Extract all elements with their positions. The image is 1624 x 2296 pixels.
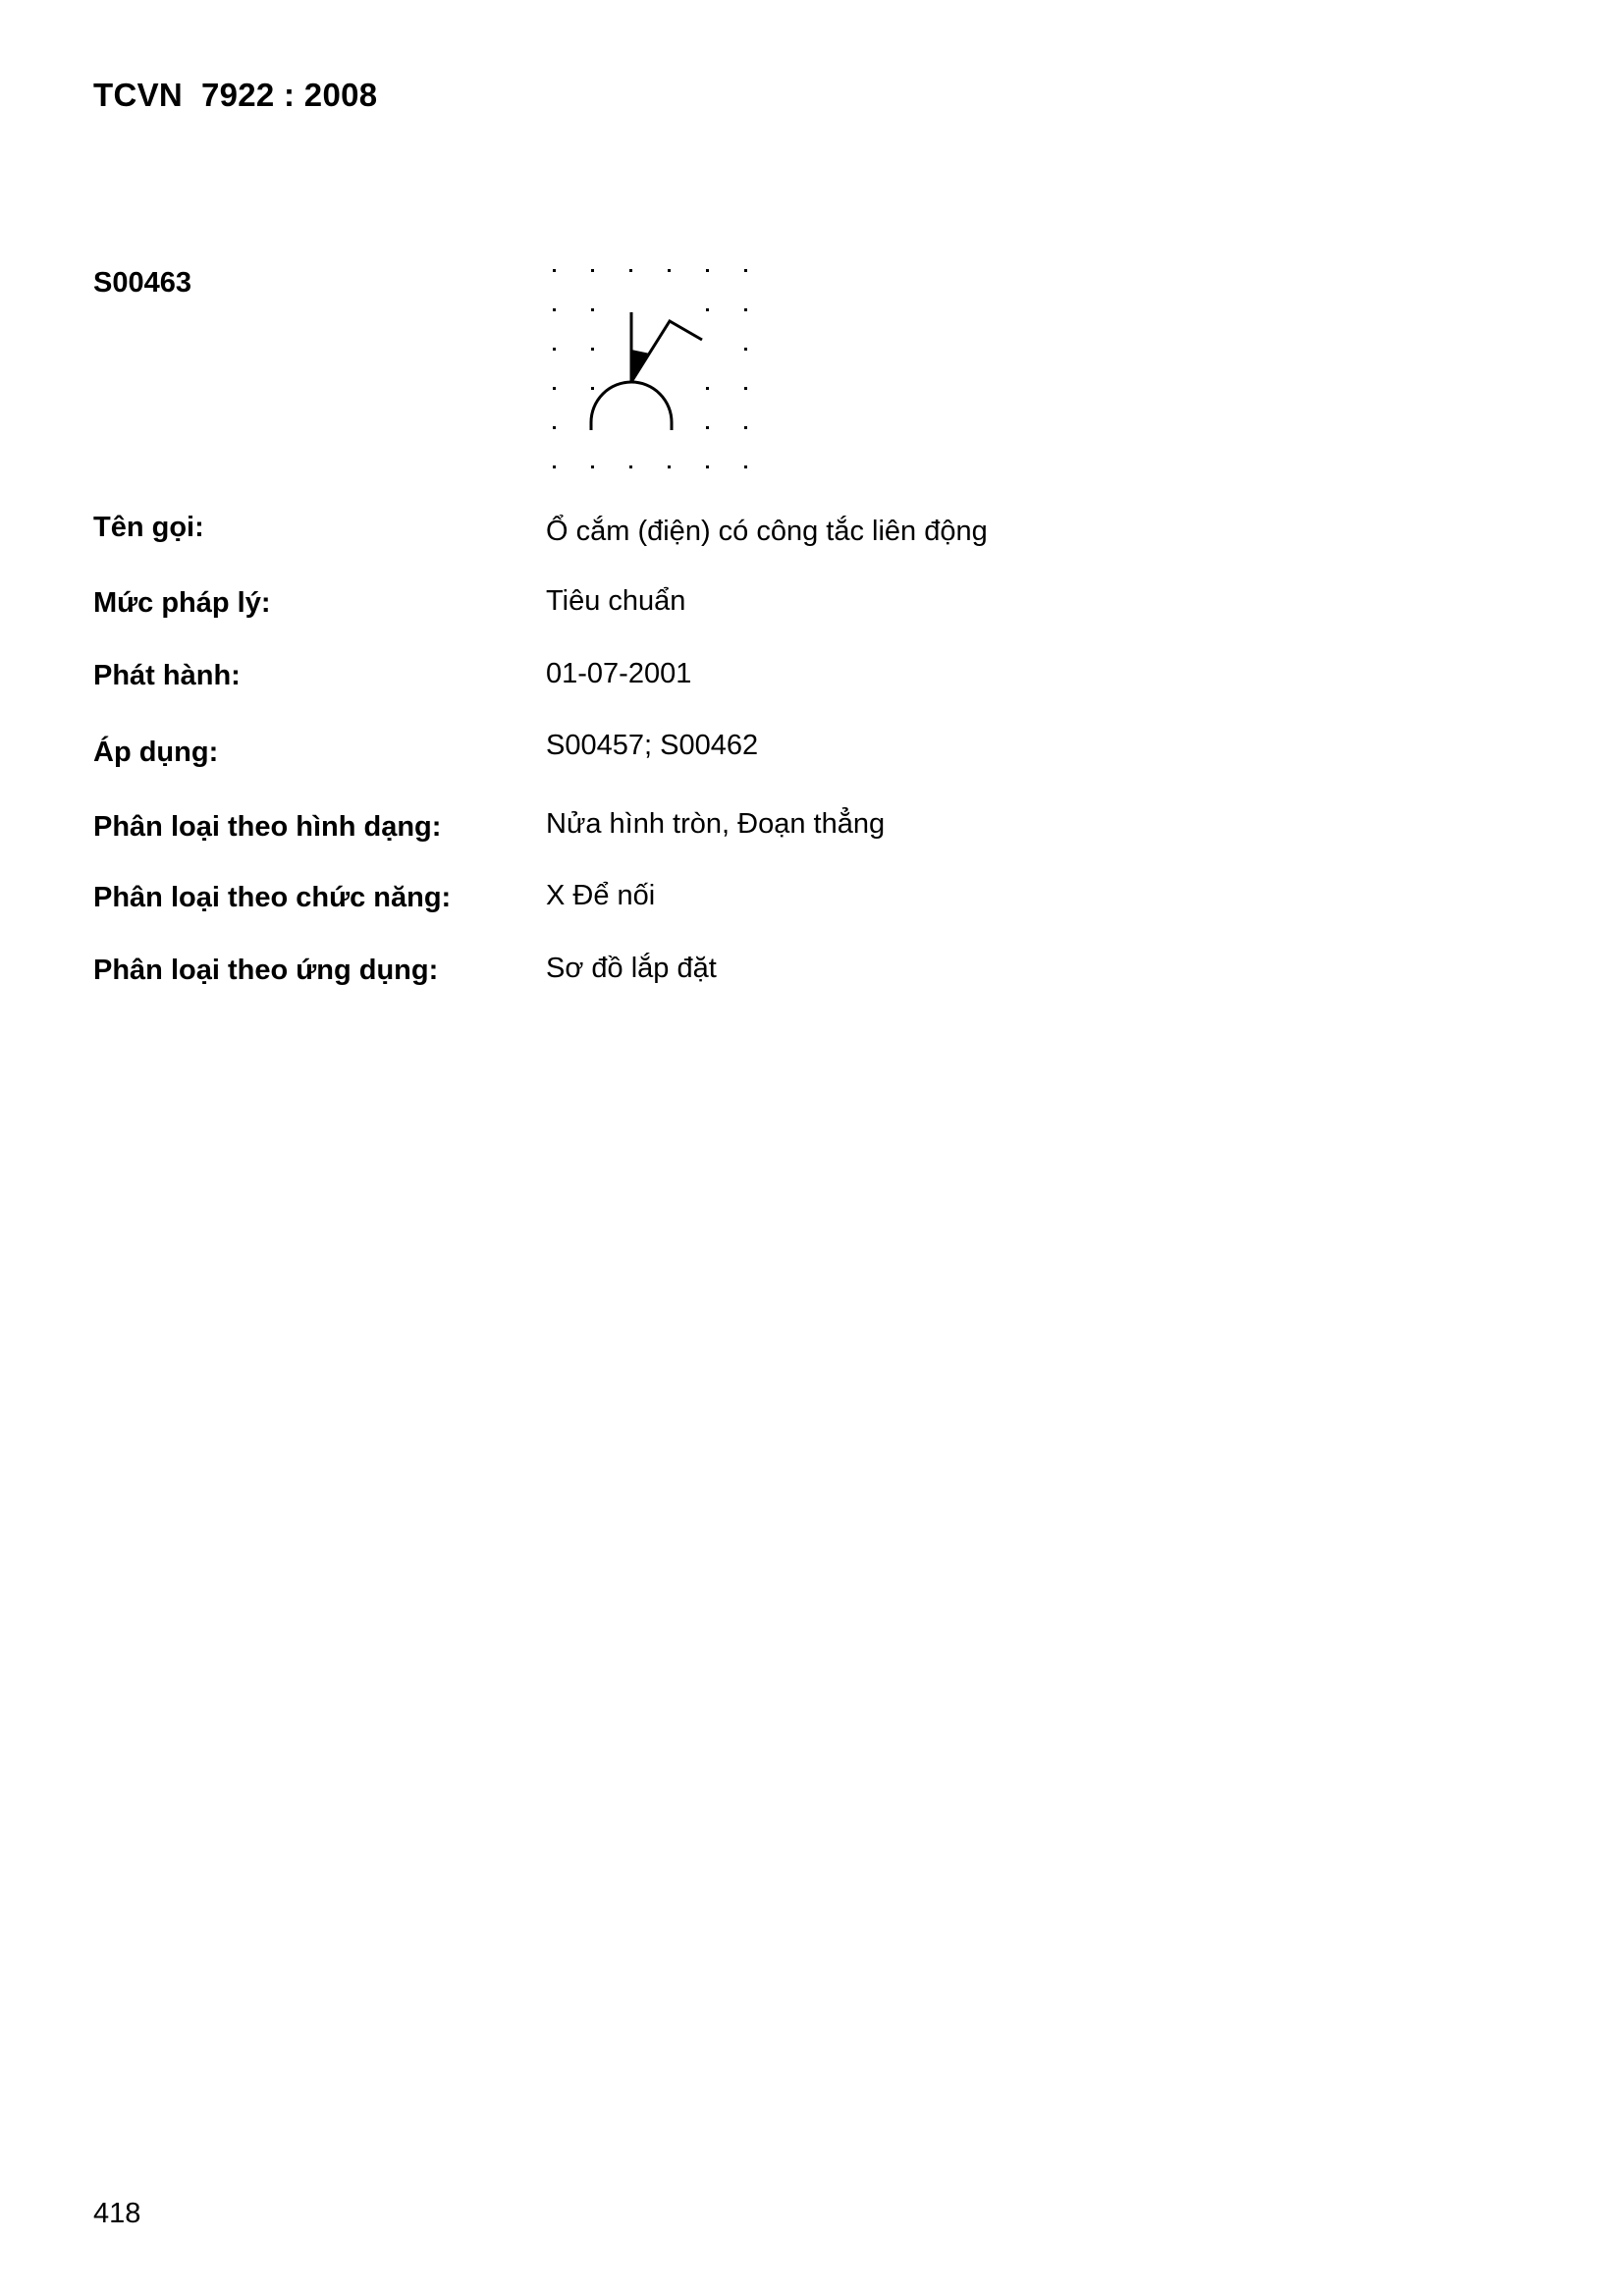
symbol-drawing xyxy=(591,312,702,430)
field-label-issued: Phát hành: xyxy=(93,660,241,691)
document-standard-header: TCVN 7922 : 2008 xyxy=(93,77,378,113)
symbol-code: S00463 xyxy=(93,267,191,299)
field-label-application-classification: Phân loại theo ứng dụng: xyxy=(93,955,439,986)
socket-with-interlocked-switch-icon xyxy=(545,257,761,475)
field-label-function-classification: Phân loại theo chức năng: xyxy=(93,882,452,913)
field-value-application-classification: Sơ đồ lắp đặt xyxy=(546,953,717,984)
field-value-applies: S00457; S00462 xyxy=(546,730,759,761)
field-label-legal-level: Mức pháp lý: xyxy=(93,587,271,619)
field-label-shape-classification: Phân loại theo hình dạng: xyxy=(93,811,442,843)
symbol-filled-wedge xyxy=(631,350,650,382)
field-value-function-classification: X Để nối xyxy=(546,880,656,911)
symbol-grid-dots xyxy=(553,269,747,468)
field-value-name: Ổ cắm (điện) có công tắc liên động xyxy=(546,516,988,547)
field-value-legal-level: Tiêu chuẩn xyxy=(546,585,686,617)
field-label-name: Tên gọi: xyxy=(93,512,204,543)
field-value-shape-classification: Nửa hình tròn, Đoạn thẳng xyxy=(546,808,886,840)
page-number: 418 xyxy=(93,2198,141,2229)
field-label-applies: Áp dụng: xyxy=(93,737,219,768)
field-value-issued: 01-07-2001 xyxy=(546,658,692,689)
